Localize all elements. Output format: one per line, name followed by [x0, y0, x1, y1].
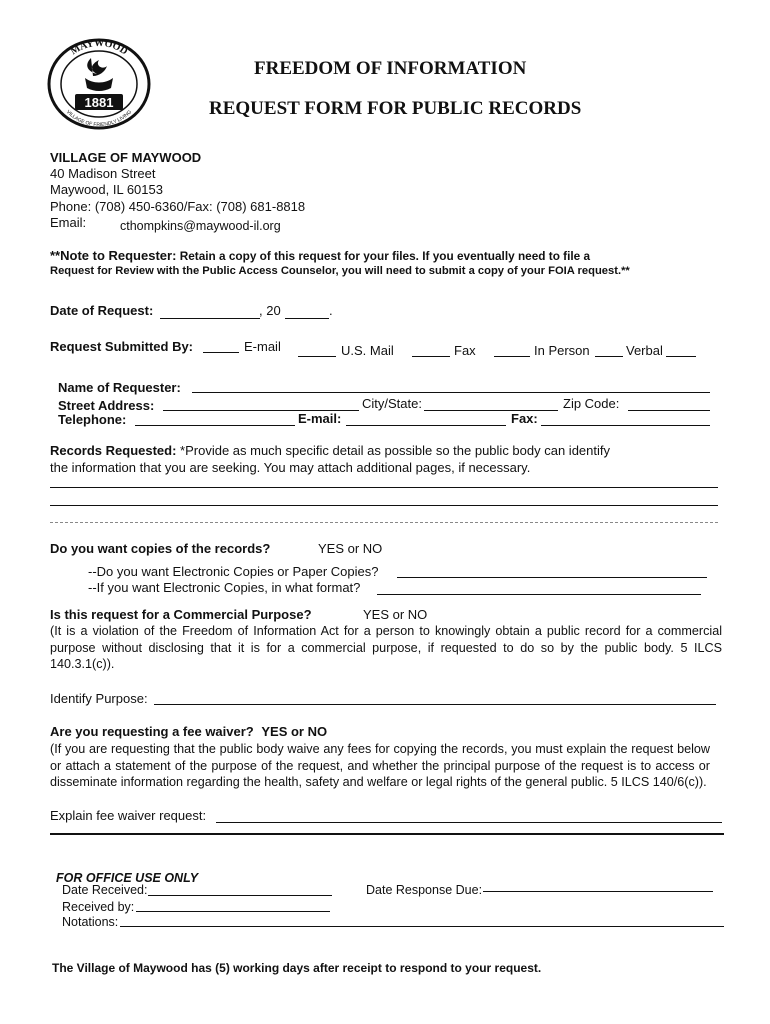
notations-label: Notations:	[62, 915, 119, 929]
copies-format-field[interactable]	[377, 594, 701, 595]
fax-option-blank[interactable]	[412, 356, 450, 357]
city-state-field[interactable]	[424, 410, 558, 411]
note-line1	[50, 248, 590, 263]
copies-type-field[interactable]	[397, 577, 707, 578]
received-by-field[interactable]	[136, 911, 330, 912]
records-line-3[interactable]	[50, 522, 718, 523]
date-of-request-year-field[interactable]	[285, 318, 329, 319]
footer-note: The Village of Maywood has (5) working days after receipt to respond to your request.	[52, 961, 542, 975]
logo-ring-text: MAYWOOD	[68, 37, 130, 58]
commercial-answer: YES or NO	[363, 607, 428, 622]
svg-text:VILLAGE OF FRIENDLY LIVING	[65, 109, 133, 128]
address-city: Maywood, IL 60153	[50, 182, 163, 197]
option-email: E-mail	[244, 339, 281, 354]
explain-fee-waiver-field[interactable]	[216, 822, 722, 823]
section-divider	[50, 833, 724, 835]
mail-option-blank[interactable]	[298, 356, 336, 357]
svg-text:MAYWOOD	[69, 38, 130, 57]
requester-fax-label: Fax:	[511, 411, 538, 426]
date-of-request-end: .	[329, 303, 333, 318]
records-line-2[interactable]	[50, 505, 718, 506]
records-requested-text1: *Provide as much specific detail as possible so the public body can identify	[176, 443, 610, 458]
in-person-option-blank[interactable]	[494, 356, 530, 357]
date-response-due-label: Date Response Due:	[366, 883, 483, 897]
fee-waiver-question: Are you requesting a fee waiver?	[50, 724, 254, 739]
address-street: 40 Madison Street	[50, 166, 156, 181]
village-seal-logo	[45, 36, 153, 132]
option-in-person: In Person	[534, 343, 590, 358]
email-option-blank[interactable]	[203, 352, 239, 353]
fee-waiver-line	[50, 724, 327, 739]
records-requested-label: Records Requested:	[50, 443, 177, 458]
note-line1-rest: Retain a copy of this request for your files. If you eventually need to file a	[176, 249, 591, 263]
fee-waiver-text: (If you are requesting that the public body waive any fees for copying the records, you must explain the request below or attach a statement of the purpose of the request, and whether the principal purpose of the request is to access or disseminate information regarding the health, safety and welfare or legal rights of the general public. 5 ILCS 140/6(c)).	[50, 742, 710, 790]
city-state-label: City/State:	[362, 396, 422, 411]
option-us-mail: U.S. Mail	[341, 343, 394, 358]
records-line-1[interactable]	[50, 487, 718, 488]
records-requested-text2: the information that you are seeking. You may attach additional pages, if necessary.	[50, 460, 531, 475]
notations-field[interactable]	[120, 926, 724, 927]
received-by-label: Received by:	[62, 900, 135, 914]
name-of-requester-field[interactable]	[192, 392, 710, 393]
date-received-label: Date Received:	[62, 883, 148, 897]
date-of-request-field[interactable]	[160, 318, 260, 319]
copies-question: Do you want copies of the records?	[50, 541, 271, 556]
requester-fax-field[interactable]	[541, 425, 710, 426]
verbal-option-blank[interactable]	[666, 356, 696, 357]
commercial-question: Is this request for a Commercial Purpose?	[50, 607, 312, 622]
explain-fee-waiver-label: Explain fee waiver request:	[50, 808, 207, 823]
date-of-request-label: Date of Request:	[50, 303, 154, 318]
note-line2: Request for Review with the Public Access Counselor, you will need to submit a copy of your FOIA request.**	[50, 265, 630, 277]
copies-sub1: --Do you want Electronic Copies or Paper Copies?	[88, 564, 379, 579]
date-response-due-field[interactable]	[483, 891, 713, 892]
identify-purpose-field[interactable]	[154, 704, 716, 705]
option-verbal: Verbal	[626, 343, 663, 358]
commercial-text: (It is a violation of the Freedom of Information Act for a person to knowingly obtain a public record for a commercial purpose without disclosing that it is for a commercial purpose, if requested to do so by the public body. 5 ILCS 140.3.1(c)).	[50, 624, 722, 672]
submitted-by-label: Request Submitted By:	[50, 339, 194, 354]
fee-waiver-answer: YES or NO	[261, 724, 328, 739]
street-address-label: Street Address:	[58, 398, 155, 413]
copies-answer: YES or NO	[318, 541, 383, 556]
option-fax: Fax	[454, 343, 476, 358]
records-requested-line1	[50, 443, 610, 458]
verbal-option-blank-pre[interactable]	[595, 356, 623, 357]
village-name: VILLAGE OF MAYWOOD	[50, 150, 202, 165]
office-use-heading: FOR OFFICE USE ONLY	[56, 871, 199, 885]
address-email-label: Email:	[50, 215, 87, 230]
date-received-field[interactable]	[148, 895, 332, 896]
date-of-request-century: , 20	[259, 303, 281, 318]
copies-sub2: --If you want Electronic Copies, in what format?	[88, 580, 361, 595]
logo-village-text: VILLAGE OF FRIENDLY LIVING	[65, 109, 133, 129]
telephone-label: Telephone:	[58, 412, 127, 427]
name-of-requester-label: Name of Requester:	[58, 380, 181, 395]
requester-email-label: E-mail:	[298, 411, 342, 426]
note-lead: **Note to Requester:	[50, 248, 177, 263]
zip-code-label: Zip Code:	[563, 396, 620, 411]
requester-email-field[interactable]	[346, 425, 506, 426]
address-email[interactable]: cthompkins@maywood-il.org	[120, 219, 281, 233]
zip-code-field[interactable]	[628, 410, 710, 411]
address-phone: Phone: (708) 450-6360/Fax: (708) 681-8818	[50, 199, 306, 214]
logo-year: 1881	[84, 95, 114, 110]
telephone-field[interactable]	[135, 425, 295, 426]
identify-purpose-label: Identify Purpose:	[50, 691, 148, 706]
form-title-line2: REQUEST FORM FOR PUBLIC RECORDS	[209, 98, 582, 119]
form-title-line1: FREEDOM OF INFORMATION	[254, 58, 527, 79]
